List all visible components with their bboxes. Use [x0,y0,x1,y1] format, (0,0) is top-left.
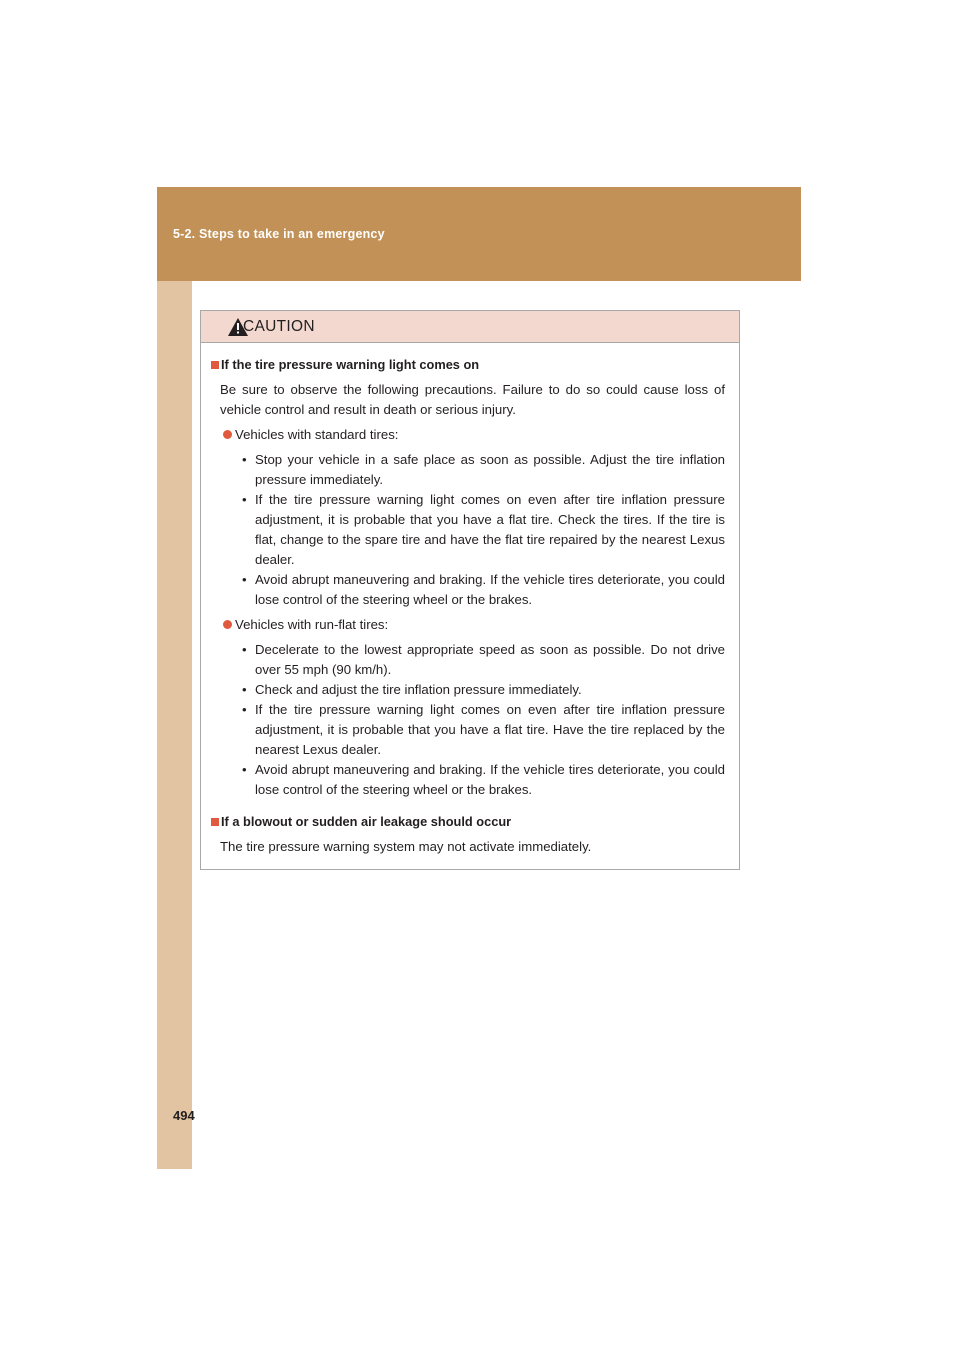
caution-body [201,355,739,857]
list-item: • Check and adjust the tire inflation pressure immediately. [235,680,725,700]
caution-box [200,310,740,870]
section-intro: The tire pressure warning system may not activate immediately. [220,839,592,854]
section-title: 5-2. Steps to take in an emergency [173,227,385,241]
list-item: • Avoid abrupt maneuvering and braking. If the vehicle tires deteriorate, you could lose control of the steering wheel or the brakes. [235,760,725,800]
bullet-list [211,640,725,800]
bullet-list [211,450,725,610]
section-heading: If a blowout or sudden air leakage should occur [211,812,725,832]
page-number: 494 [173,1108,195,1123]
list-item: • Decelerate to the lowest appropriate speed as soon as possible. Do not drive over 55 mph (90 km/h). [235,640,725,680]
list-item: • Avoid abrupt maneuvering and braking. If the vehicle tires deteriorate, you could lose control of the steering wheel or the brakes. [235,570,725,610]
list-item: • If the tire pressure warning light comes on even after tire inflation pressure adjustment, it is probable that you have a flat tire. Have the tire replaced by the nearest Lexus dealer. [235,700,725,760]
section-heading: If the tire pressure warning light comes on [211,355,725,375]
subheading-standard-tires: Vehicles with standard tires: [211,425,725,445]
list-item: • If the tire pressure warning light comes on even after tire inflation pressure adjustment, it is probable that you have a flat tire. Check the tires. If the tire is flat, change to the spare tire and have the flat tire repaired by the nearest Lexus dealer. [235,490,725,570]
side-band [157,281,192,1169]
list-item: • Stop your vehicle in a safe place as soon as possible. Adjust the tire inflation pressure immediately. [235,450,725,490]
caution-header [201,311,739,343]
subheading-run-flat-tires: Vehicles with run-flat tires: [211,615,725,635]
section-intro: Be sure to observe the following precautions. Failure to do so could cause loss of vehicle control and result in death or serious injury. [220,382,725,417]
caution-title: CAUTION [243,318,315,335]
